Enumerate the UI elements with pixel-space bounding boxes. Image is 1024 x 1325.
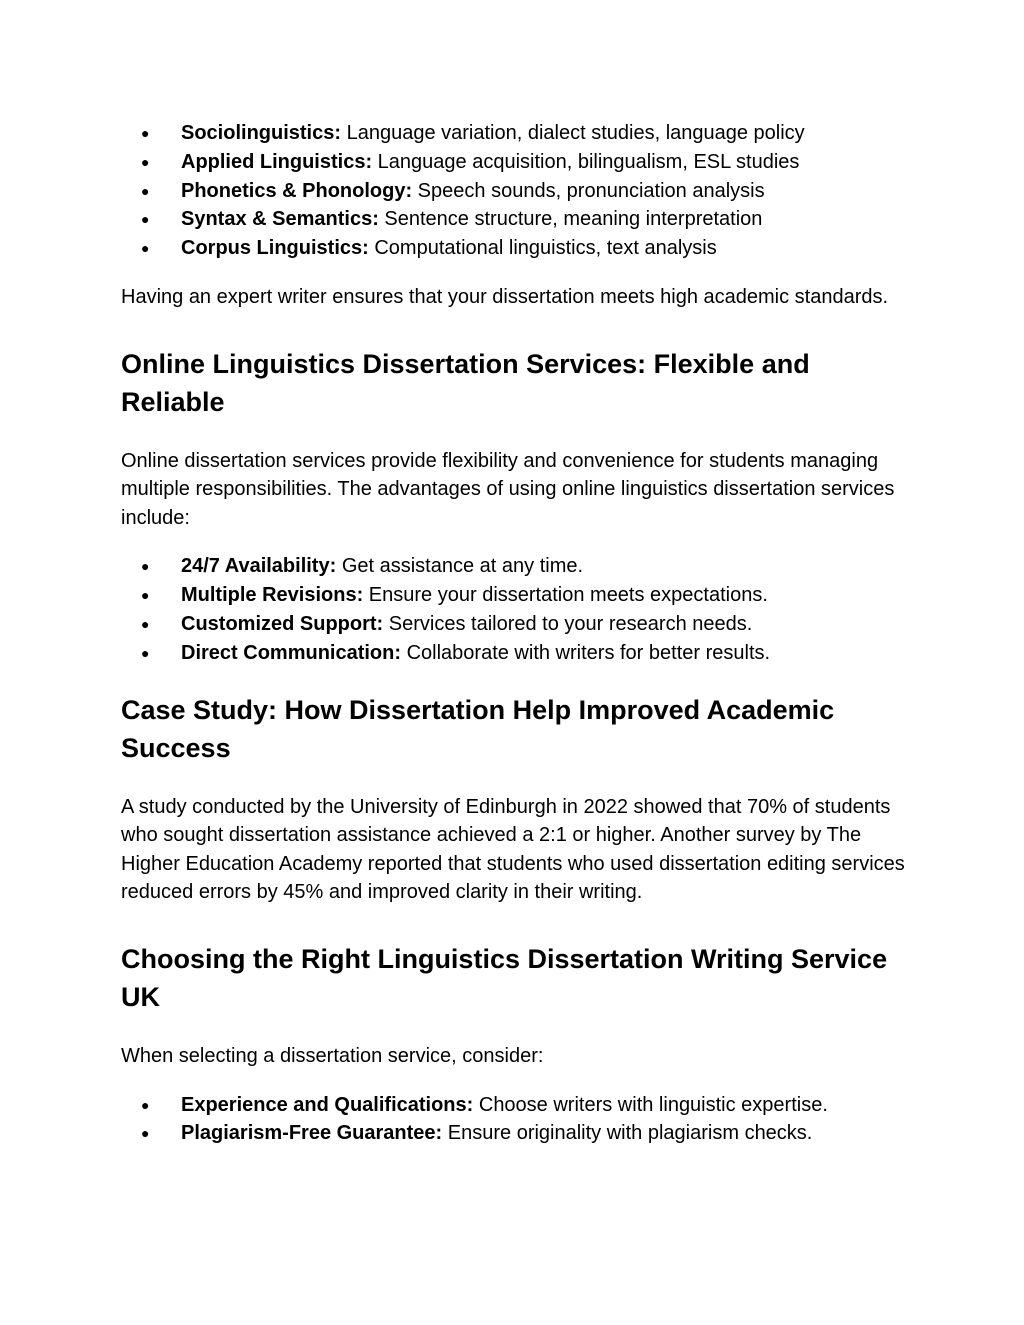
list-item bbox=[141, 234, 911, 263]
list-item-text: Choose writers with linguistic expertise. bbox=[473, 1093, 828, 1116]
list-item-term: Phonetics & Phonology: bbox=[181, 179, 413, 202]
list-item-text: Sentence structure, meaning interpretation bbox=[378, 208, 763, 231]
list-item-term: Corpus Linguistics: bbox=[181, 237, 369, 260]
list-item-text: Language acquisition, bilingualism, ESL studies bbox=[372, 150, 800, 173]
list-item bbox=[141, 610, 911, 639]
list-item bbox=[141, 177, 911, 206]
list-item-term: Applied Linguistics: bbox=[181, 150, 373, 173]
list-item-text: Computational linguistics, text analysis bbox=[368, 237, 717, 260]
bullet-icon: ● bbox=[141, 153, 150, 170]
list-item-term: Customized Support: bbox=[181, 612, 384, 635]
bullet-icon: ● bbox=[141, 644, 150, 661]
list-item-term: Syntax & Semantics: bbox=[181, 208, 379, 231]
bullet-icon: ● bbox=[141, 125, 150, 141]
list-item-text: Speech sounds, pronunciation analysis bbox=[412, 179, 765, 202]
list-item-text: Services tailored to your research needs. bbox=[383, 612, 753, 635]
list-item-text: Collaborate with writers for better results. bbox=[401, 641, 771, 664]
list-item bbox=[141, 205, 911, 234]
list-item-term: Multiple Revisions: bbox=[181, 584, 364, 607]
list-item-term: 24/7 Availability: bbox=[181, 555, 337, 578]
list-item bbox=[141, 119, 911, 148]
online-advantages-list bbox=[121, 552, 911, 667]
list-item-term: Plagiarism-Free Guarantee: bbox=[181, 1122, 443, 1145]
online-services-paragraph: Online dissertation services provide flexibility and convenience for students managing multiple responsibilities. The advantages of using online linguistics dissertation services include: bbox=[121, 449, 895, 529]
document-page bbox=[121, 119, 911, 1148]
list-item-text: Ensure originality with plagiarism checks. bbox=[442, 1122, 813, 1145]
expert-writer-paragraph: Having an expert writer ensures that your dissertation meets high academic standards. bbox=[121, 285, 889, 308]
list-item bbox=[141, 639, 911, 668]
list-item bbox=[141, 581, 911, 610]
bullet-icon: ● bbox=[141, 1096, 150, 1113]
bullet-icon: ● bbox=[141, 1125, 150, 1142]
choosing-service-paragraph: When selecting a dissertation service, consider: bbox=[121, 1044, 544, 1067]
section-heading-online-services: Online Linguistics Dissertation Services: Flexible and Reliable bbox=[121, 348, 810, 418]
bullet-icon: ● bbox=[141, 587, 150, 604]
linguistics-areas-list bbox=[121, 119, 911, 263]
list-item bbox=[141, 552, 911, 581]
list-item-term: Sociolinguistics: bbox=[181, 122, 342, 144]
bullet-icon: ● bbox=[141, 211, 150, 228]
case-study-paragraph: A study conducted by the University of Edinburgh in 2022 showed that 70% of students who sought dissertation assistance achieved a 2:1 or higher. Another survey by The Higher Education Academy reported that students who used dissertation editing services reduced errors by 45% and improved clarity in their writing. bbox=[121, 795, 905, 904]
list-item-text: Language variation, dialect studies, language policy bbox=[341, 122, 805, 144]
section-heading-choosing-service: Choosing the Right Linguistics Dissertation Writing Service UK bbox=[121, 943, 888, 1013]
list-item bbox=[141, 148, 911, 177]
list-item bbox=[141, 1091, 911, 1120]
list-item-term: Direct Communication: bbox=[181, 641, 402, 664]
bullet-icon: ● bbox=[141, 558, 150, 575]
bullet-icon: ● bbox=[141, 182, 150, 199]
list-item-text: Ensure your dissertation meets expectations. bbox=[363, 584, 768, 607]
bullet-icon: ● bbox=[141, 615, 150, 632]
section-heading-case-study: Case Study: How Dissertation Help Improved Academic Success bbox=[121, 694, 835, 764]
list-item-term: Experience and Qualifications: bbox=[181, 1093, 474, 1116]
list-item-text: Get assistance at any time. bbox=[336, 555, 584, 578]
bullet-icon: ● bbox=[141, 240, 150, 257]
list-item bbox=[141, 1119, 911, 1148]
selection-criteria-list bbox=[121, 1091, 911, 1149]
